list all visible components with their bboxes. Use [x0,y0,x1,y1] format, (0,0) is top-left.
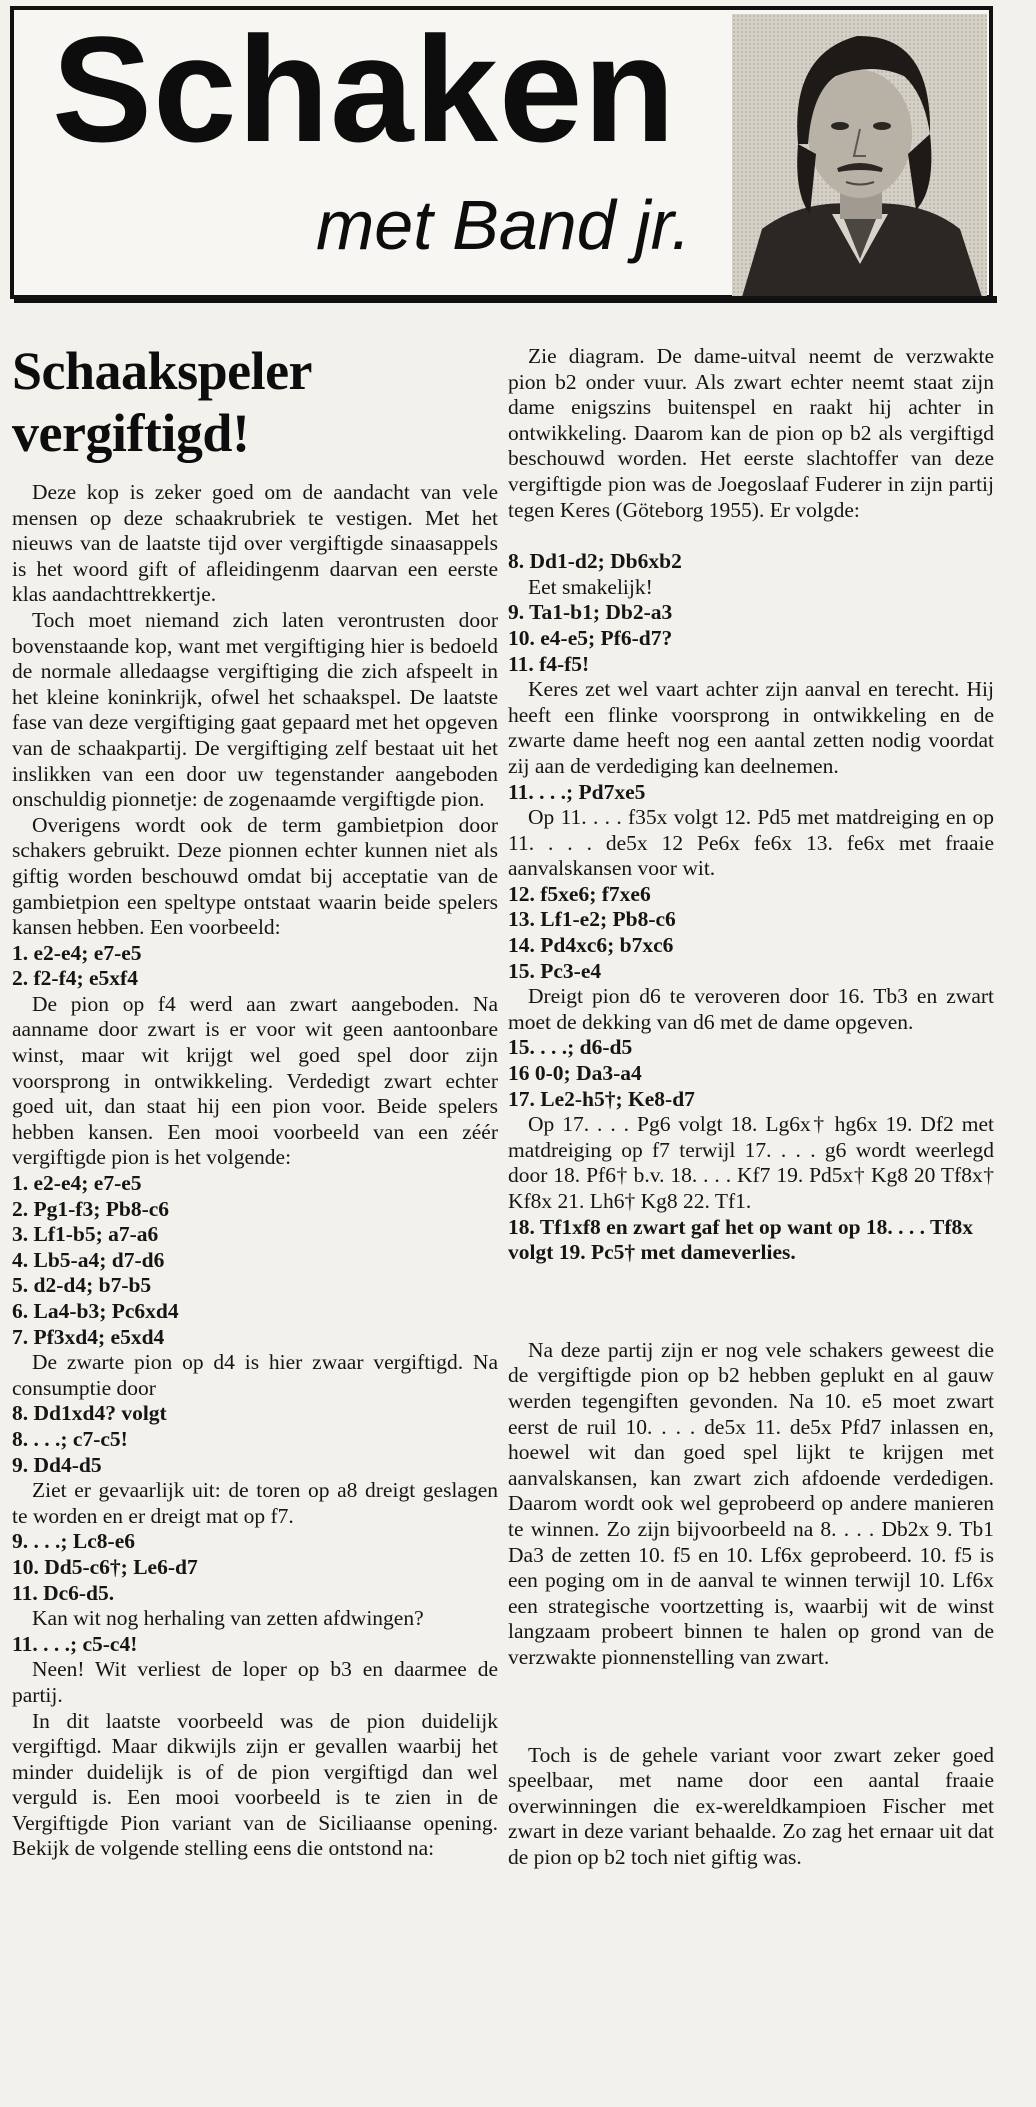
author-portrait-image [732,14,987,297]
paragraph: In dit laatste voorbeeld was de pion duidelijk vergiftigd. Maar dikwijls zijn er gevallen waarbij het minder duidelijk is of de pion vergiftigd dan wel verguld is. Een mooi voorbeeld is te zien in de Vergiftigde Pion variant van de Siciliaanse opening. Bekijk de volgende stelling eens die ontstond na: [12,1708,498,1861]
article-left-column [12,340,498,1862]
chess-move-line: 11. f4-f5! [508,651,590,676]
section-spacer [508,1671,994,1743]
chess-move-line: 7. Pf3xd4; e5xd4 [12,1324,165,1349]
left-column-body [12,480,498,1862]
headline-line-1: Schaakspeler [12,341,313,401]
paragraph: Deze kop is zeker goed om de aandacht van vele mensen op deze schaakrubriek te vestigen. Met het nieuws van de laatste tijd over vergiftigde sinaasappels is het woord gift of afleidingenm daarvan een eerste klas aandachttrekkertje. [12,480,498,607]
chess-move-line: 11. Dc6-d5. [12,1580,115,1605]
masthead-shadow [14,296,997,303]
paragraph: De zwarte pion op d4 is hier zwaar vergiftigd. Na consumptie door [12,1350,498,1400]
paragraph: Toch is de gehele variant voor zwart zeker goed speelbaar, met name door een aantal fraaie overwinningen die ex-wereldkampioen Fischer met zwart in deze variant behaalde. Zo zag het ernaar uit dat de pion op b2 toch niet giftig was. [508,1742,994,1869]
chess-move-line: 9. . . .; Lc8-e6 [12,1529,135,1554]
masthead [10,6,993,299]
chess-move-line: 1. e2-e4; e7-e5 [12,940,142,965]
paragraph: Dreigt pion d6 te veroveren door 16. Tb3 en zwart moet de dekking van d6 met de dame opgeven. [508,984,994,1034]
chess-move-line: 8. Dd1-d2; Db6xb2 [508,549,682,574]
chess-move-line: 2. Pg1-f3; Pb8-c6 [12,1196,170,1221]
chess-move-line: 1. e2-e4; e7-e5 [12,1171,142,1196]
masthead-subtitle: met Band jr. [316,186,691,264]
section-spacer [508,1266,994,1338]
paragraph: Na deze partij zijn er nog vele schakers geweest die de vergiftigde pion op b2 hebben geplukt en al gauw werden tegengiften gevonden. Na 10. e5 moet zwart eerst de ruil 10. . . . de5x 11. de5x Pfd7 inlassen en, hoewel wit dan goed spel lijkt te krijgen met aanvalskansen, kan zwart zich afdoende verdedigen. Daarom wordt ook wel geprobeerd op andere manieren te winnen. Zo zijn bijvoorbeeld na 8. . . . Db2x 9. Tb1 Da3 de zetten 10. f5 en 10. Lf6x geprobeerd. 10. f5 is een poging om in de aanval te winnen terwijl 10. Lf6x een strategische voortzetting is, waarbij wit de winst langzaam probeert binnen te halen op grond van de verzwakte pionnenstelling van zwart. [508,1337,994,1669]
paragraph: De pion op f4 werd aan zwart aangeboden. Na aanname door zwart is er voor wit geen aantoonbare winst, maar wit krijgt wel goed spel door zijn voorsprong in ontwikkeling. Verdedigt zwart echter goed uit, dan staat hij een pion voor. Beide spelers hebben kansen. Een mooi voorbeeld van een zéér vergiftigde pion is het volgende: [12,991,498,1170]
paragraph: Op 17. . . . Pg6 volgt 18. Lg6x† hg6x 19. Df2 met matdreiging op f7 terwijl 17. . . . g6 wordt weerlegd door 18. Pf6† b.v. 18. . . . Kf7 19. Pd5x† Kg8 20 Tf8x† Kf8x 21. Lh6† Kg8 22. Tf1. [508,1112,994,1213]
chess-move-line: 9. Dd4-d5 [12,1452,102,1477]
chess-move-line: 2. f2-f4; e5xf4 [12,966,138,991]
chess-move-line: 6. La4-b3; Pc6xd4 [12,1299,179,1323]
paragraph: Kan wit nog herhaling van zetten afdwingen? [32,1606,424,1631]
chess-move-line: 15. Pc3-e4 [508,958,602,983]
chess-move-line: 13. Lf1-e2; Pb8-c6 [508,907,676,932]
chess-move-line: 11. . . .; Pd7xe5 [508,779,646,804]
chess-move-line: 15. . . .; d6-d5 [508,1035,633,1060]
paragraph: Neen! Wit verliest de loper op b3 en daarmee de partij. [12,1657,498,1707]
paragraph: Eet smakelijk! [528,574,653,599]
chess-move-line: 10. e4-e5; Pf6-d7? [508,625,673,650]
paragraph: Overigens wordt ook de term gambietpion door schakers gebruikt. Deze pionnen echter kunnen niet als giftig worden beschouwd omdat bij acceptatie van de gambietpion een speltype ontstaat waarin beide spelers kansen hebben. Een voorbeeld: [12,812,498,940]
chess-move-line: 3. Lf1-b5; a7-a6 [12,1222,159,1247]
chess-move-line: 12. f5xe6; f7xe6 [508,881,651,906]
chess-move-line: 16 0-0; Da3-a4 [508,1061,642,1086]
spacer [508,523,994,549]
right-column-body [508,344,994,1870]
paragraph: Keres zet wel vaart achter zijn aanval en terecht. Hij heeft een flinke voorsprong in ontwikkeling en de zwarte dame heeft nog een aantal zetten nodig voordat zij aan de verdediging kan deelnemen. [508,677,994,778]
chess-move-line: 8. Dd1xd4? volgt [12,1401,167,1426]
headline-line-2: vergiftigd! [12,403,250,463]
chess-move-line: 14. Pd4xc6; b7xc6 [508,933,674,958]
chess-move-line: 8. . . .; c7-c5! [12,1426,128,1451]
chess-move-line: 11. . . .; c5-c4! [12,1631,138,1656]
paragraph: Toch moet niemand zich laten verontrusten door bovenstaande kop, want met vergiftiging hier is bedoeld de normale alledaagse vergiftiging die zich afspeelt in het kleine koninkrijk, ofwel het schaakspel. De laatste fase van deze vergiftiging gaat gepaard met het opgeven van de schaakpartij. De vergiftiging zelf bestaat uit het inslikken van een door uw tegenstander aangeboden onschuldig pionnetje: de zogenaamde vergiftigde pion. [12,607,498,812]
paragraph: Ziet er gevaarlijk uit: de toren op a8 dreigt geslagen te worden en er dreigt mat op f7. [12,1478,498,1528]
chess-move-line: 18. Tf1xf8 en zwart gaf het op want op 18. . . . Tf8x volgt 19. Pc5† met dameverlies. [508,1214,974,1265]
portrait-illustration [732,14,987,297]
article-right-column [508,344,994,1870]
chess-move-line: 10. Dd5-c6†; Le6-d7 [12,1554,198,1579]
paragraph: Zie diagram. De dame-uitval neemt de verzwakte pion b2 onder vuur. Als zwart echter neemt staat zijn dame enigszins buitenspel en raakt hij achter in ontwikkeling. Daarom kan de pion op b2 als vergiftigd beschouwd worden. Het eerste slachtoffer van deze vergiftigde pion was de Joegoslaaf Fuderer in zijn partij tegen Keres (Göteborg 1955). Er volgde: [508,344,994,522]
paragraph: Op 11. . . . f35x volgt 12. Pd5 met matdreiging en op 11. . . . de5x 12 Pe6x fe6x 13. fe6x met fraaie aanvalskansen voor wit. [508,805,994,881]
chess-move-line: 17. Le2-h5†; Ke8-d7 [508,1086,695,1111]
masthead-title: Schaken [52,5,676,173]
chess-move-line: 5. d2-d4; b7-b5 [12,1273,152,1298]
chess-move-line: 4. Lb5-a4; d7-d6 [12,1247,165,1272]
chess-move-line: 9. Ta1-b1; Db2-a3 [508,600,673,625]
article-headline [12,340,498,464]
